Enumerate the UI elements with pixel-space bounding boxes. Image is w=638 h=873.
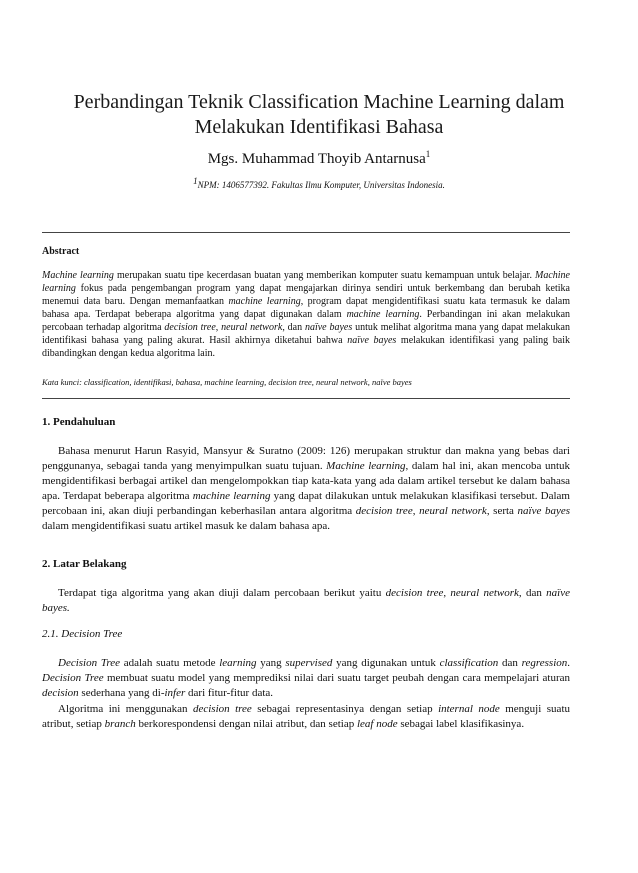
body-text: dan bbox=[498, 657, 522, 669]
term: Machine learning bbox=[326, 460, 406, 472]
body-text: dari fitur-fitur data. bbox=[185, 687, 274, 699]
body-text: , dan bbox=[518, 587, 547, 599]
body-text: yang digunakan untuk bbox=[332, 657, 440, 669]
body-text: dalam mengidentifikasi suatu artikel masuk ke dalam bahasa apa. bbox=[42, 520, 331, 532]
term: Machine learning bbox=[42, 270, 570, 294]
abstract-text: , dan bbox=[282, 322, 305, 333]
term: machine learning bbox=[192, 490, 271, 502]
abstract-text: . Perbandingan ini akan melakukan percobaan terhadap algoritma bbox=[42, 309, 571, 333]
title-line-2: Melakukan Identifikasi Bahasa bbox=[194, 116, 444, 138]
term: machine learning bbox=[228, 296, 301, 307]
term: learning bbox=[219, 657, 257, 669]
term: decision tree bbox=[192, 703, 252, 715]
affiliation bbox=[40, 176, 598, 191]
abstract-text: melakukan identifikasi yang paling baik dibandingkan dengan kedua algoritma lain. bbox=[42, 335, 570, 359]
body-text: yang dapat dilakukan untuk melakukan klasifikasi tersebut. Dalam percobaan ini, akan diuji perbandingan keberhasilan antara algoritma bbox=[42, 490, 570, 517]
body-text: , bbox=[412, 505, 420, 517]
term: leaf node bbox=[356, 718, 398, 730]
body-text: adalah suatu metode bbox=[119, 657, 220, 669]
term: naïve bayes bbox=[517, 505, 571, 517]
body-text: sebagai representasinya dengan setiap bbox=[251, 703, 439, 715]
abstract-text: merupakan suatu tipe kecerdasan buatan yang memberikan komputer suatu kemampuan untuk belajar. bbox=[113, 270, 535, 281]
term: Decision Tree bbox=[58, 657, 120, 669]
title-line-1: Perbandingan Teknik Classification Machine Learning dalam bbox=[73, 91, 565, 113]
author-line bbox=[40, 150, 598, 168]
affiliation-superscript: 1 bbox=[193, 176, 198, 186]
section-1-paragraph bbox=[42, 444, 570, 534]
abstract-heading: Abstract bbox=[42, 246, 80, 257]
term: internal node bbox=[438, 703, 500, 715]
term: decision tree bbox=[355, 505, 413, 517]
term: branch bbox=[104, 718, 136, 730]
term: neural network bbox=[221, 322, 283, 333]
body-text: membuat suatu model yang memprediksi nilai dari suatu target peubah dengan cara mempelajari aturan bbox=[103, 672, 570, 684]
section-2-1-heading: 2.1. Decision Tree bbox=[42, 628, 123, 640]
term: machine learning bbox=[346, 309, 420, 320]
body-text: sederhana yang di- bbox=[78, 687, 165, 699]
body-text: sebagai label klasifikasinya. bbox=[397, 718, 525, 730]
body-text: , serta bbox=[486, 505, 518, 517]
body-text: berkorespondensi dengan nilai atribut, dan setiap bbox=[135, 718, 357, 730]
author-superscript: 1 bbox=[425, 149, 431, 159]
body-text: Terdapat tiga algoritma yang akan diuji dalam percobaan berikut yaitu bbox=[58, 587, 386, 599]
keywords: Kata kunci: classification, identifikasi, bahasa, machine learning, decision tree, neural network, naïve bayes bbox=[42, 377, 412, 387]
affiliation-text: NPM: 1406577392. Fakultas Ilmu Komputer, Universitas Indonesia. bbox=[197, 180, 445, 190]
abstract-text: untuk melihat algoritma mana yang dapat melakukan identifikasi bahasa yang paling akurat. Hasil akhirnya diketahui bahwa bbox=[42, 322, 570, 346]
abstract-text: , bbox=[215, 322, 222, 333]
body-text: Bahasa menurut Harun Rasyid, Mansyur & Suratno (2009: 126) merupakan struktur dan makna yang bebas dari penggunanya, sebagai tanda yang menyimpulkan suatu tujuan. bbox=[42, 445, 570, 472]
body-text: , bbox=[443, 587, 451, 599]
paper-title bbox=[40, 90, 598, 140]
section-2-heading: 2. Latar Belakang bbox=[42, 558, 127, 570]
body-text: . bbox=[567, 657, 571, 669]
term: naïve bayes bbox=[347, 335, 397, 346]
term: naïve bayes. bbox=[42, 587, 570, 614]
section-2-1-paragraph-2 bbox=[42, 702, 570, 732]
abstract-text: , program dapat mengidentifikasi suatu kata termasuk ke dalam bahasa apa. Terdapat beberapa algoritma yang dapat digunakan dalam bbox=[42, 296, 571, 320]
body-text: Algoritma ini menggunakan bbox=[58, 703, 193, 715]
top-divider bbox=[42, 232, 570, 233]
author-name: Mgs. Muhammad Thoyib Antarnusa bbox=[207, 151, 426, 167]
term: decision tree bbox=[164, 322, 216, 333]
term: neural network bbox=[419, 505, 487, 517]
term: regression bbox=[521, 657, 568, 669]
abstract-text: fokus pada pengembangan program yang dapat mengajarkan dirinya sendiri untuk berkembang dan berubah ketika menemui data baru. Dengan memanfaatkan bbox=[42, 283, 570, 307]
term: Decision Tree bbox=[42, 672, 104, 684]
body-text: yang bbox=[256, 657, 286, 669]
term: neural network bbox=[450, 587, 519, 599]
abstract-body bbox=[42, 269, 570, 360]
section-1-heading: 1. Pendahuluan bbox=[42, 416, 116, 428]
term: infer bbox=[164, 687, 186, 699]
section-2-paragraph bbox=[42, 586, 570, 616]
term: naïve bayes bbox=[304, 322, 353, 333]
bottom-divider bbox=[42, 398, 570, 399]
term: decision tree bbox=[385, 587, 444, 599]
body-text: , dalam hal ini, akan mencoba untuk mengidentifikasi berbagai artikel dan mengelompokkan tiap kata-kata yang ada dalam artikel tersebut ke dalam bahasa apa. Terdapat beberapa algoritma bbox=[42, 460, 570, 502]
body-text: menguji suatu atribut, setiap bbox=[42, 703, 570, 730]
term: decision bbox=[42, 687, 79, 699]
term: classification bbox=[439, 657, 499, 669]
term: supervised bbox=[285, 657, 333, 669]
section-2-1-paragraph-1 bbox=[42, 656, 570, 701]
term: Machine learning bbox=[42, 270, 114, 281]
